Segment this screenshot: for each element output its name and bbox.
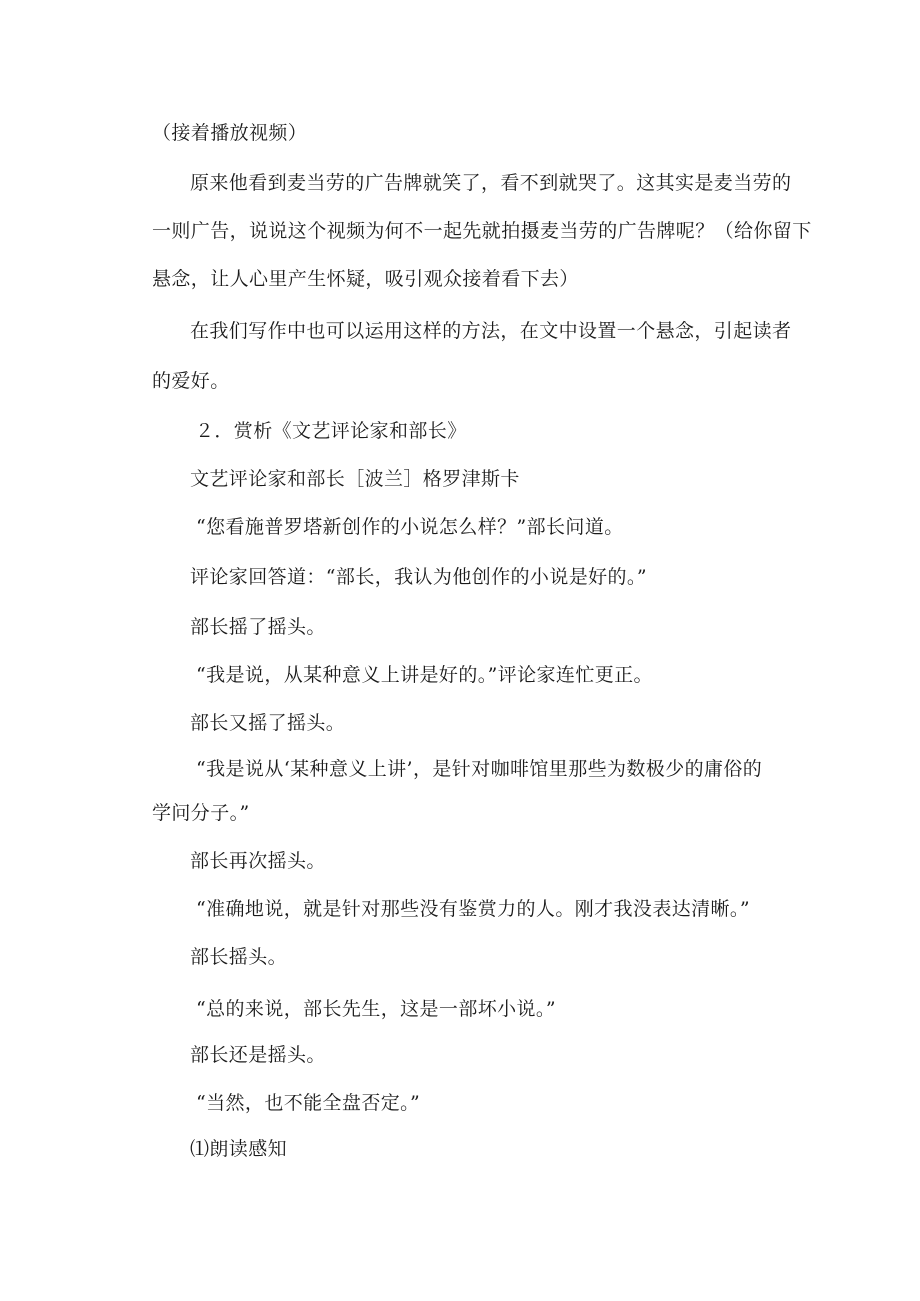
ad-paragraph-line-3: 悬念，让人心里产生怀疑，吸引观众接着看下去）	[152, 268, 579, 290]
story-paragraph: 部长摇头。	[190, 946, 288, 968]
story-paragraph: 部长还是摇头。	[190, 1044, 326, 1066]
story-paragraph-line-1: “我是说从‘某种意义上讲’，是针对咖啡馆里那些为数极少的庸俗的	[196, 758, 763, 780]
story-paragraph: “您看施普罗塔新创作的小说怎么样？”部长问道。	[196, 516, 624, 538]
story-paragraph: 部长摇了摇头。	[190, 616, 326, 638]
story-paragraph: “当然，也不能全盘否定。”	[196, 1092, 421, 1114]
story-paragraph: “我是说，从某种意义上讲是好的。”评论家连忙更正。	[196, 664, 653, 686]
video-note: （接着播放视频）	[152, 122, 308, 144]
story-paragraph: 部长又摇了摇头。	[190, 712, 346, 734]
method-paragraph-line-2: 的爱好。	[152, 370, 230, 392]
subheading: ⑴朗读感知	[190, 1138, 288, 1160]
story-paragraph: 评论家回答道：“部长，我认为他创作的小说是好的。”	[190, 566, 647, 588]
story-paragraph: 部长再次摇头。	[190, 850, 326, 872]
story-paragraph: “总的来说，部长先生，这是一部坏小说。”	[196, 998, 556, 1020]
story-paragraph-line-2: 学问分子。”	[152, 802, 250, 824]
ad-paragraph-line-2: 一则广告，说说这个视频为何不一起先就拍摄麦当劳的广告牌呢？（给你留下	[152, 220, 812, 242]
section-heading: ２．赏析《文艺评论家和部长》	[195, 420, 467, 442]
ad-paragraph-line-1: 原来他看到麦当劳的广告牌就笑了，看不到就哭了。这其实是麦当劳的	[190, 172, 792, 194]
method-paragraph-line-1: 在我们写作中也可以运用这样的方法，在文中设置一个悬念，引起读者	[190, 320, 792, 342]
story-paragraph: “准确地说，就是针对那些没有鉴赏力的人。刚才我没表达清晰。”	[196, 898, 750, 920]
story-title-line: 文艺评论家和部长［波兰］格罗津斯卡	[190, 468, 520, 490]
